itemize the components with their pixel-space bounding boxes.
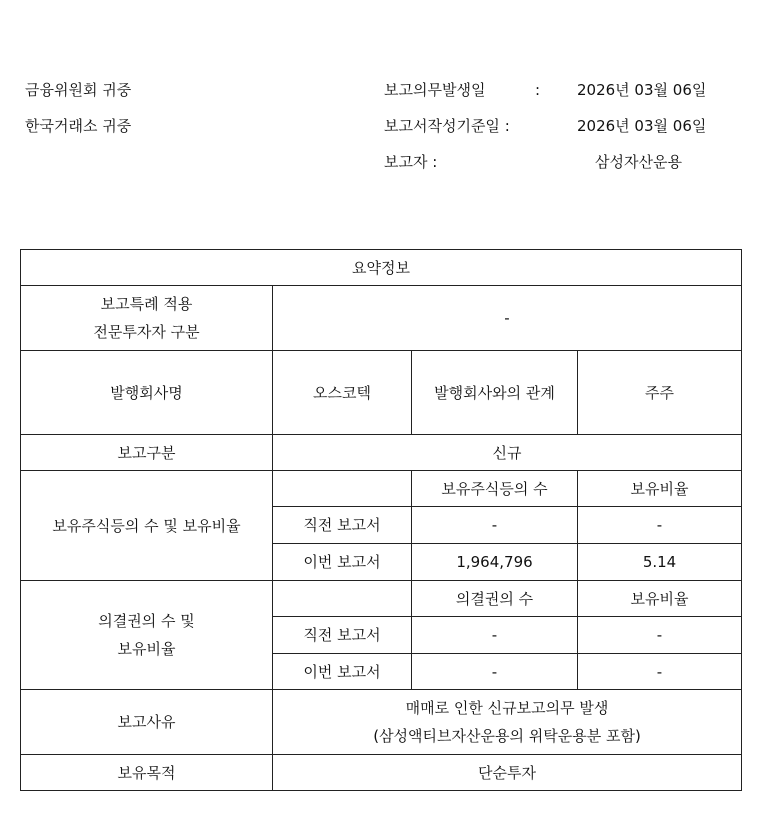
obligation-date: 2026년 03월 06일 <box>577 81 707 99</box>
holdings-label: 보유주식등의 수 및 보유비율 <box>21 471 273 581</box>
reason-line-2: (삼성액티브자산운용의 위탁운용분 포함) <box>373 727 641 745</box>
holdings-prev-count: - <box>412 507 578 544</box>
holdings-count-header: 보유주식등의 수 <box>412 471 578 507</box>
voting-prev-ratio: - <box>578 617 742 654</box>
voting-curr-ratio: - <box>578 654 742 690</box>
special-label-line-1: 보고특례 적용 <box>100 295 193 313</box>
voting-curr-report-label: 이번 보고서 <box>273 654 412 690</box>
recipient-fsc: 금융위원회 귀중 <box>25 81 132 99</box>
base-date: 2026년 03월 06일 <box>577 117 707 135</box>
report-reason-label: 보고사유 <box>21 690 273 755</box>
holdings-prev-report-label: 직전 보고서 <box>273 507 412 544</box>
holdings-curr-report-label: 이번 보고서 <box>273 544 412 581</box>
voting-prev-count: - <box>412 617 578 654</box>
holdings-prev-ratio: - <box>578 507 742 544</box>
report-type-label: 보고구분 <box>21 435 273 471</box>
holdings-curr-ratio: 5.14 <box>578 544 742 581</box>
holding-purpose-label: 보유목적 <box>21 755 273 791</box>
holdings-blank-cell <box>273 471 412 507</box>
holding-purpose-value: 단순투자 <box>273 755 742 791</box>
obligation-date-label: 보고의무발생일 <box>384 81 486 99</box>
reporter-label: 보고자 : <box>384 153 438 171</box>
summary-table <box>20 249 742 791</box>
reporter-name: 삼성자산운용 <box>595 153 682 171</box>
special-exemption-value: - <box>273 286 742 351</box>
issuer-label: 발행회사명 <box>21 351 273 435</box>
reason-line-1: 매매로 인한 신규보고의무 발생 <box>405 699 609 717</box>
issuer-name: 오스코텍 <box>273 351 412 435</box>
report-type-value: 신규 <box>273 435 742 471</box>
relation-value: 주주 <box>578 351 742 435</box>
recipient-krx: 한국거래소 귀중 <box>25 117 132 135</box>
summary-title: 요약정보 <box>21 250 742 286</box>
holdings-ratio-header: 보유비율 <box>578 471 742 507</box>
voting-count-header: 의결권의 수 <box>412 581 578 617</box>
voting-curr-count: - <box>412 654 578 690</box>
report-reason-value <box>273 690 742 755</box>
voting-prev-report-label: 직전 보고서 <box>273 617 412 654</box>
holdings-curr-count: 1,964,796 <box>412 544 578 581</box>
base-date-label: 보고서작성기준일 : <box>384 117 510 135</box>
voting-label-line-2: 보유비율 <box>117 640 176 658</box>
relation-label: 발행회사와의 관계 <box>412 351 578 435</box>
obligation-date-colon: : <box>535 81 541 99</box>
voting-label <box>21 581 273 690</box>
special-exemption-label <box>21 286 273 351</box>
voting-label-line-1: 의결권의 수 및 <box>98 612 195 630</box>
voting-ratio-header: 보유비율 <box>578 581 742 617</box>
voting-blank-cell <box>273 581 412 617</box>
special-label-line-2: 전문투자자 구분 <box>93 323 200 341</box>
